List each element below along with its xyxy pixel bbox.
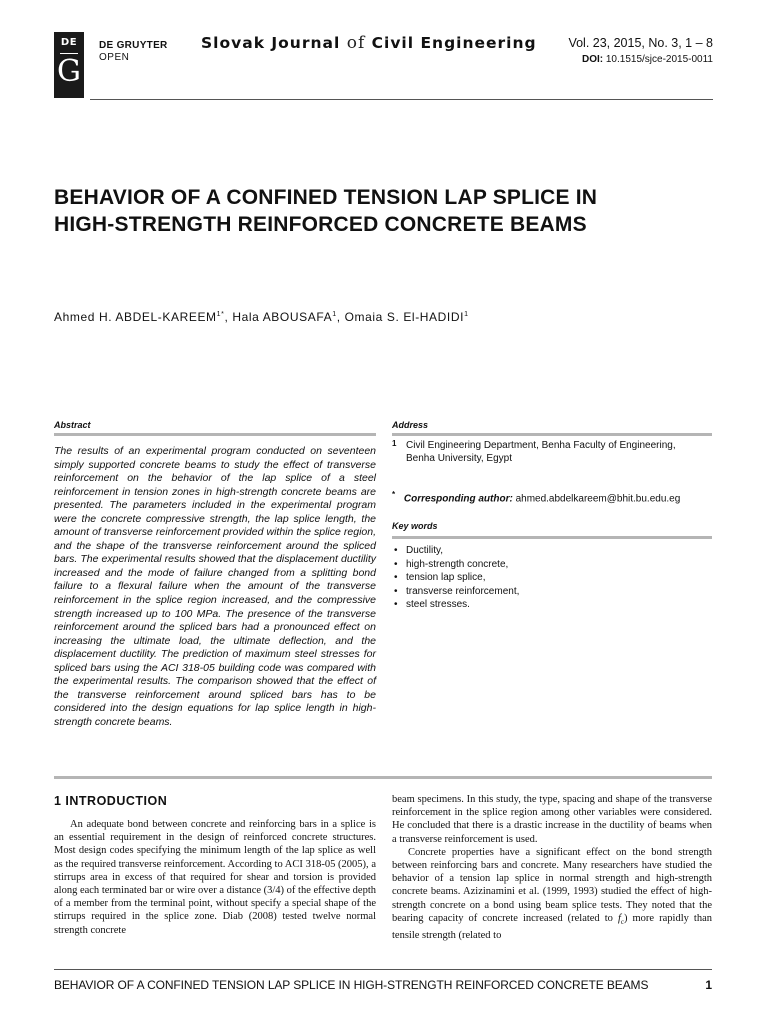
keywords-heading: Key words (392, 521, 438, 531)
publisher-line1: DE GRUYTER (99, 40, 168, 51)
volume-info: Vol. 23, 2015, No. 3, 1 – 8 (568, 36, 713, 50)
article-title-line2: HIGH-STRENGTH REINFORCED CONCRETE BEAMS (54, 213, 587, 236)
intro-paragraph: beam specimens. In this study, the type, spacing and shape of the transverse reinforcement in the splice region among other variables were considered. He concluded that there is a drastic increase in the ductility of beams when a transverse reinforcement is used. (392, 794, 712, 845)
address-heading: Address (392, 420, 429, 430)
author-2-affiliation: 1 (332, 311, 337, 318)
affiliation-row (392, 440, 712, 465)
intro-variable: f (617, 912, 621, 924)
corresponding-marker: * (392, 490, 396, 499)
author-list (54, 310, 469, 324)
author-1-affiliation: 1* (216, 311, 225, 318)
abstract-rule (54, 433, 376, 436)
keyword-item: • steel stresses. (392, 598, 712, 612)
article-title-line1: BEHAVIOR OF A CONFINED TENSION LAP SPLICE IN (54, 186, 598, 209)
journal-name-part1: Slovak Journal (201, 34, 347, 52)
journal-name (201, 33, 537, 53)
journal-name-of: of (346, 33, 366, 53)
introduction-heading: 1 INTRODUCTION (54, 794, 168, 808)
page-number: 1 (705, 978, 712, 992)
doi-label: DOI: (581, 54, 604, 65)
abstract-heading: Abstract (54, 420, 91, 430)
doi (582, 54, 713, 65)
author-3-affiliation: 1 (464, 311, 469, 318)
keywords-list (392, 544, 712, 612)
intro-paragraph-text: Concrete properties have a significant effect on the bond strength between reinforcing bars and concrete. Many researchers have studied the behavior of a tension lap splice in normal strength and high-strength concrete beams. Azizinamini et al. (1999, 1993) studied the effect of high-strength concrete on a bond using beam splice tests. They noted that the bearing capacity of concrete increased (related to (392, 846, 712, 924)
abstract-text: The results of an experimental program conducted on seventeen simply supported concrete beams to study the effect of transverse reinforcement on the behavior of the lap splice of a steel reinforcement in tension zones in high-strength concrete beams are presented. The parameters included in the experimental program were the concrete compressive strength, the lap splice length, the amount of transverse reinforcement provided within the splice region, and the shape of the transverse reinforcement around the spliced bars. The experimental results showed that the displacement ductility increased and the mode of failure changed from a splitting bond failure to a flexural failure when the amount of the transverse reinforcement in the splice region increased, and the compressive strength increased up to 100 MPa. The presence of the transverse reinforcement around the spliced bars had a pronounced effect on increasing the ultimate load, the ultimate deflection, and the displacement ductility. The prediction of maximum steel stresses for spliced bars using the ACI 318-05 building code was compared with the experimental results. The comparison showed that the effect of the transverse reinforcement around spliced bars has to be considered into the design equations for lap splice length in high-strength concrete beams. (54, 445, 376, 728)
publisher-name (99, 40, 168, 64)
affiliation-line1: Civil Engineering Department, Benha Faculty of Engineering, (406, 440, 676, 451)
author-3: , Omaia S. El-HADIDI (336, 310, 465, 324)
keyword-item: • Ductility, (392, 544, 712, 558)
intro-left-column (54, 818, 376, 937)
keywords-rule (392, 536, 712, 539)
corresponding-author (392, 490, 722, 504)
address-rule (392, 433, 712, 436)
intro-paragraph (392, 846, 712, 943)
footer-divider (54, 969, 712, 970)
keyword-item: • high-strength concrete, (392, 558, 712, 572)
affiliation (392, 440, 712, 465)
corresponding-email[interactable]: ahmed.abdelkareem@bhit.bu.edu.eg (515, 493, 681, 505)
running-title: BEHAVIOR OF A CONFINED TENSION LAP SPLICE IN HIGH-STRENGTH REINFORCED CONCRETE BEAMS (54, 978, 649, 992)
author-1: Ahmed H. ABDEL-KAREEM (54, 310, 217, 324)
affiliation-line2: Benha University, Egypt (406, 452, 512, 464)
intro-paragraph-text-end: ) more rapidly than tensile strength (related to (392, 912, 712, 942)
header-divider (90, 99, 713, 100)
corresponding-label: Corresponding author: (403, 493, 513, 505)
keyword-item: • transverse reinforcement, (392, 585, 712, 599)
intro-right-column (392, 793, 712, 942)
keyword-item: • tension lap splice, (392, 571, 712, 585)
publisher-logo (54, 32, 84, 98)
publisher-line2: OPEN (99, 52, 130, 63)
journal-name-part2: Civil Engineering (365, 34, 537, 52)
intro-paragraph: An adequate bond between concrete and reinforcing bars in a splice is an essential requirement in the design of reinforced concrete structures. Most design codes specifying the minimum length of the lap splice as well as the required transverse reinforcement. According to ACI 318-05 (2005), a stirrups area in excess of that required for shear and torsion is provided along each terminated bar or wire over a distance (3/4) of the effective depth of a member from the terminal point, without specify a special shape of the stirrups required in the splice zone. Diab (2008) tested twelve normal strength concrete (54, 819, 376, 936)
intro-variable-subscript: c (620, 917, 624, 926)
article-title (54, 184, 714, 238)
section-divider (54, 776, 712, 779)
affiliation-marker: 1 (392, 439, 397, 448)
author-2: , Hala ABOUSAFA (224, 310, 333, 324)
doi-link[interactable]: 10.1515/sjce-2015-0011 (605, 54, 713, 65)
logo-top-text: DE (60, 37, 78, 48)
logo-bottom-text: G (57, 54, 81, 89)
